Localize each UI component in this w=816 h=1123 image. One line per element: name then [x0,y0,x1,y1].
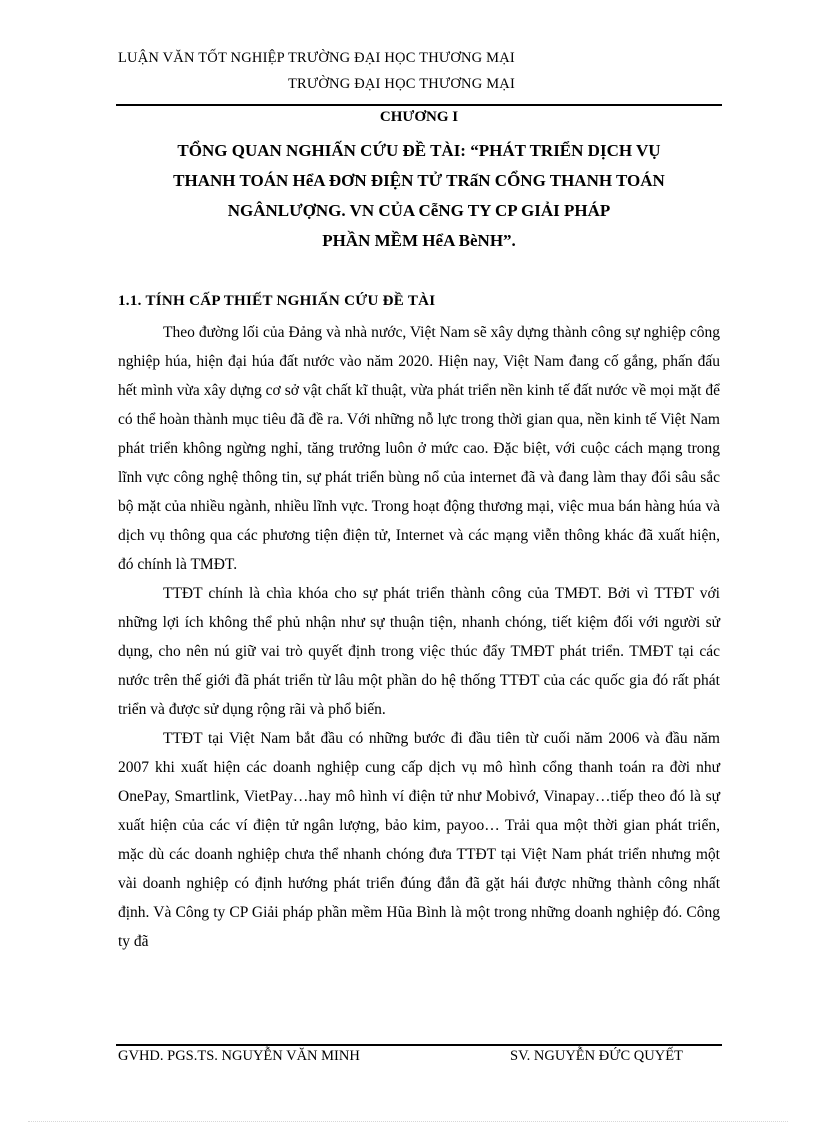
chapter-title-line: NGÂNLƯỢNG. VN CỦA CễNG TY CP GIẢI PHÁP [227,201,611,220]
chapter-title-line: TỔNG QUAN NGHIẤN CỨU ĐỀ TÀI: “PHÁT TRIỂN DỊCH VỤ [177,141,661,160]
chapter-title-line: THANH TOÁN HểA ĐƠN ĐIỆN TỬ TRấN CỔNG THANH TOÁN [173,171,665,190]
footer-advisor: GVHD. PGS.TS. NGUYỄN VĂN MINH [118,1048,360,1064]
footer-divider [116,1044,722,1046]
body-paragraph: TTĐT tại Việt Nam bắt đầu có những bước đi đầu tiên từ cuối năm 2006 và đầu năm 2007 khi xuất hiện các doanh nghiệp cung cấp dịch vụ mô hình cổng thanh toán ra đời như OnePay, Smartlink, VietPay…hay mô hình ví điện tử như Mobivớ, Vinapay…tiếp theo đó là sự xuất hiện của các ví điện tử ngân lượng, bảo kim, payoo… Trải qua một thời gian phát triển, mặc dù các doanh nghiệp chưa thể nhanh chóng đưa TTĐT tại Việt Nam phát triển nhưng một vài doanh nghiệp có định hướng phát triển đúng đắn đã gặt hái được những thành công nhất định. Và Công ty CP Giải pháp phần mềm Hũa Bình là một trong những doanh nghiệp đó. Công ty đã [118,730,720,950]
chapter-title [116,136,722,256]
body-paragraph: Theo đường lối của Đảng và nhà nước, Việt Nam sẽ xây dựng thành công sự nghiệp công nghiệp húa, hiện đại húa đất nước vào năm 2020. Hiện nay, Việt Nam đang cố gắng, phấn đấu hết mình vừa xây dựng cơ sở vật chất kĩ thuật, vừa phát triển nền kinh tế đất nước về mọi mặt để có thể hoàn thành mục tiêu đã đề ra. Với những nỗ lực trong thời gian qua, nền kinh tế Việt Nam phát triển không ngừng nghỉ, tăng trưởng luôn ở mức cao. Đặc biệt, với cuộc cách mạng trong lĩnh vực công nghệ thông tin, sự phát triển bùng nổ của internet đã và đang làm thay đổi sâu sắc bộ mặt của nhiều ngành, nhiều lĩnh vực. Trong hoạt động thương mại, việc mua bán hàng húa và dịch vụ thông qua các phương tiện điện tử, Internet và các mạng viễn thông khác đã xuất hiện, đó chính là TMĐT. [118,324,720,573]
section-body [118,318,720,956]
page-bottom-edge [28,1121,788,1122]
running-header-title: LUẬN VĂN TỐT NGHIỆP TRƯỜNG ĐẠI HỌC THƯƠNG MẠI [118,50,515,66]
section-heading: 1.1. TÍNH CẤP THIẾT NGHIẤN CỨU ĐỀ TÀI [118,293,436,309]
running-header-school: TRƯỜNG ĐẠI HỌC THƯƠNG MẠI [288,76,516,92]
body-paragraph: TTĐT chính là chìa khóa cho sự phát triển thành công của TMĐT. Bởi vì TTĐT với những lợi ích không thể phủ nhận như sự thuận tiện, nhanh chóng, tiết kiệm đối với người sử dụng, cho nên nú giữ vai trò quyết định trong việc thúc đẩy TMĐT phát triển. TMĐT tại các nước trên thế giới đã phát triển từ lâu một phần do hệ thống TTĐT của các quốc gia đó rất phát triển và được sử dụng rộng rãi và phổ biến. [118,585,720,718]
header-divider [116,104,722,106]
chapter-label: CHƯƠNG I [379,109,459,125]
chapter-title-line: PHẦN MỀM HểA BèNH”. [322,231,516,250]
footer-student: SV. NGUYỄN ĐỨC QUYẾT [510,1048,683,1064]
